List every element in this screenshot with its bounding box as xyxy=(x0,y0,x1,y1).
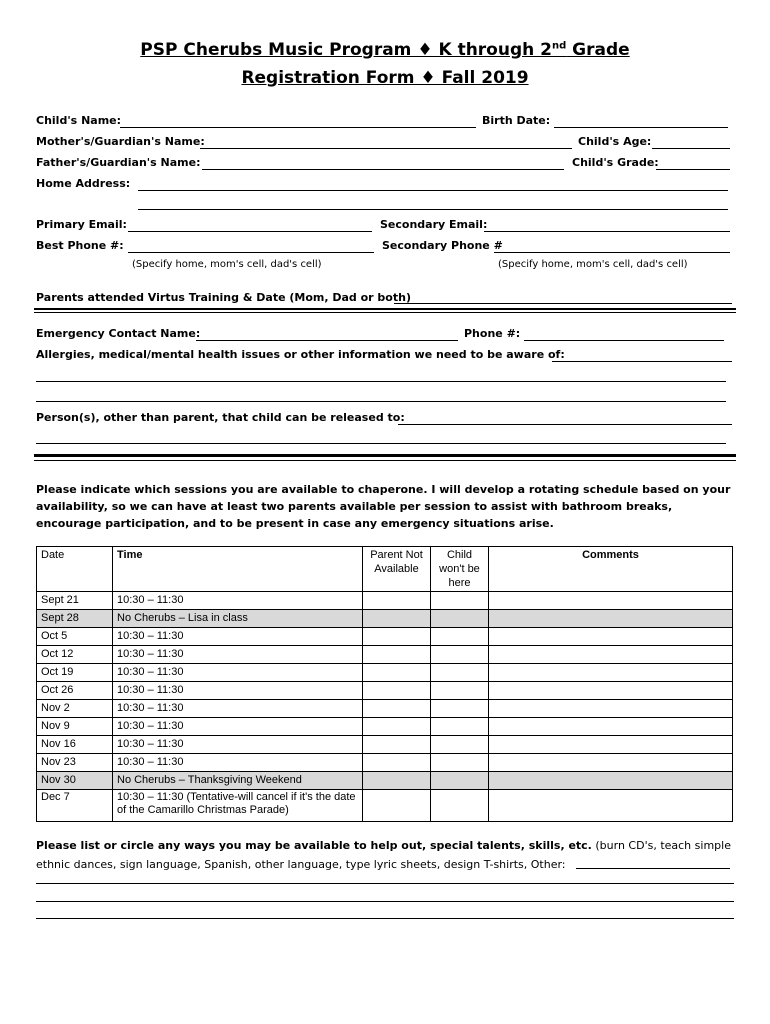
parent-not-available-cell[interactable] xyxy=(363,664,431,682)
row-time: 10:30 – 11:30 xyxy=(113,754,363,772)
comments-cell[interactable] xyxy=(489,790,733,822)
parent-not-available-cell[interactable] xyxy=(363,592,431,610)
row-time: 10:30 – 11:30 xyxy=(113,628,363,646)
row-time: 10:30 – 11:30 xyxy=(113,646,363,664)
parent-not-available-cell[interactable] xyxy=(363,628,431,646)
row-time: No Cherubs – Lisa in class xyxy=(113,610,363,628)
table-row xyxy=(37,610,733,628)
secondary-email-label: Secondary Email: xyxy=(380,218,488,231)
row-date: Oct 12 xyxy=(37,646,113,664)
child-wont-be-here-cell[interactable] xyxy=(431,718,489,736)
section-divider-2 xyxy=(34,454,736,461)
childs-age-line[interactable] xyxy=(652,148,730,149)
allergies-line[interactable] xyxy=(552,361,732,362)
row-time: 10:30 – 11:30 xyxy=(113,664,363,682)
parent-not-available-cell[interactable] xyxy=(363,772,431,790)
table-row xyxy=(37,592,733,610)
comments-cell[interactable] xyxy=(489,700,733,718)
child-wont-be-here-cell[interactable] xyxy=(431,754,489,772)
chaperone-instructions: Please indicate which sessions you are available to chaperone. I will develop a rotating schedule based on your availability, so we can have at least two parents available per session to assist with bathroom breaks, encourage participation, and to be present in case any emergency situations arise. xyxy=(36,483,731,530)
parent-not-available-cell[interactable] xyxy=(363,718,431,736)
child-wont-be-here-cell[interactable] xyxy=(431,772,489,790)
release-persons-line[interactable] xyxy=(398,424,732,425)
table-header-row xyxy=(37,547,733,592)
table-row xyxy=(37,736,733,754)
row-date: Nov 23 xyxy=(37,754,113,772)
childs-age-label: Child's Age: xyxy=(578,135,652,148)
table-row xyxy=(37,664,733,682)
row-date: Nov 2 xyxy=(37,700,113,718)
childs-grade-line[interactable] xyxy=(656,169,730,170)
secondary-phone-line[interactable] xyxy=(494,252,730,253)
table-row xyxy=(37,682,733,700)
row-time: 10:30 – 11:30 xyxy=(113,682,363,700)
row-time: 10:30 – 11:30 (Tentative-will cancel if it's the date of the Camarillo Christmas Parade) xyxy=(113,790,363,822)
comments-cell[interactable] xyxy=(489,610,733,628)
child-wont-be-here-cell[interactable] xyxy=(431,592,489,610)
help-line-1[interactable] xyxy=(36,883,734,884)
row-time: 10:30 – 11:30 xyxy=(113,592,363,610)
best-phone-label: Best Phone #: xyxy=(36,239,124,252)
comments-cell[interactable] xyxy=(489,754,733,772)
childs-grade-label: Child's Grade: xyxy=(572,156,659,169)
table-row xyxy=(37,772,733,790)
parent-not-available-cell[interactable] xyxy=(363,736,431,754)
header-time: Time xyxy=(113,547,363,592)
child-wont-be-here-cell[interactable] xyxy=(431,790,489,822)
birth-date-label: Birth Date: xyxy=(482,114,551,127)
father-name-line[interactable] xyxy=(202,169,564,170)
form-title-line2: Registration Form ♦ Fall 2019 xyxy=(241,68,529,88)
comments-cell[interactable] xyxy=(489,736,733,754)
header-child-wont-be-here: Child won't be here xyxy=(431,547,489,592)
home-address-label: Home Address: xyxy=(36,177,131,190)
comments-cell[interactable] xyxy=(489,592,733,610)
mother-name-line[interactable] xyxy=(200,148,572,149)
table-row xyxy=(37,700,733,718)
primary-email-label: Primary Email: xyxy=(36,218,127,231)
table-row xyxy=(37,718,733,736)
child-wont-be-here-cell[interactable] xyxy=(431,700,489,718)
comments-cell[interactable] xyxy=(489,772,733,790)
emergency-contact-line[interactable] xyxy=(196,340,458,341)
child-wont-be-here-cell[interactable] xyxy=(431,682,489,700)
primary-email-line[interactable] xyxy=(128,231,372,232)
child-wont-be-here-cell[interactable] xyxy=(431,610,489,628)
form-title-line1: PSP Cherubs Music Program ♦ K through 2nd Grade xyxy=(140,40,630,60)
allergies-line-2[interactable] xyxy=(36,381,726,382)
allergies-label: Allergies, medical/mental health issues or other information we need to be aware of: xyxy=(36,348,565,361)
child-wont-be-here-cell[interactable] xyxy=(431,628,489,646)
row-time: 10:30 – 11:30 xyxy=(113,700,363,718)
table-row xyxy=(37,790,733,822)
row-date: Nov 9 xyxy=(37,718,113,736)
row-date: Nov 30 xyxy=(37,772,113,790)
row-date: Oct 5 xyxy=(37,628,113,646)
row-date: Dec 7 xyxy=(37,790,113,822)
parent-not-available-cell[interactable] xyxy=(363,754,431,772)
comments-cell[interactable] xyxy=(489,628,733,646)
chaperone-schedule-table xyxy=(36,546,733,822)
emergency-phone-line[interactable] xyxy=(524,340,724,341)
row-date: Nov 16 xyxy=(37,736,113,754)
comments-cell[interactable] xyxy=(489,718,733,736)
table-row xyxy=(37,628,733,646)
release-persons-line-2[interactable] xyxy=(36,443,726,444)
allergies-line-3[interactable] xyxy=(36,401,726,402)
home-address-line[interactable] xyxy=(138,190,728,191)
header-comments: Comments xyxy=(489,547,733,592)
mother-name-label: Mother's/Guardian's Name: xyxy=(36,135,205,148)
row-date: Sept 21 xyxy=(37,592,113,610)
header-parent-not-available: Parent Not Available xyxy=(363,547,431,592)
child-wont-be-here-cell[interactable] xyxy=(431,646,489,664)
child-wont-be-here-cell[interactable] xyxy=(431,736,489,754)
secondary-email-line[interactable] xyxy=(484,231,730,232)
help-line-3[interactable] xyxy=(36,918,734,919)
row-date: Oct 19 xyxy=(37,664,113,682)
parent-not-available-cell[interactable] xyxy=(363,610,431,628)
emergency-phone-label: Phone #: xyxy=(464,327,521,340)
help-other-line[interactable] xyxy=(576,868,730,869)
header-date: Date xyxy=(37,547,113,592)
secondary-phone-hint: (Specify home, mom's cell, dad's cell) xyxy=(498,259,688,270)
best-phone-line[interactable] xyxy=(128,252,374,253)
row-time: 10:30 – 11:30 xyxy=(113,736,363,754)
comments-cell[interactable] xyxy=(489,646,733,664)
parent-not-available-cell[interactable] xyxy=(363,790,431,822)
table-row xyxy=(37,754,733,772)
release-persons-label: Person(s), other than parent, that child can be released to: xyxy=(36,411,405,424)
table-row xyxy=(37,646,733,664)
section-divider-1 xyxy=(34,308,736,313)
secondary-phone-label: Secondary Phone # xyxy=(382,239,503,252)
child-wont-be-here-cell[interactable] xyxy=(431,664,489,682)
row-time: No Cherubs – Thanksgiving Weekend xyxy=(113,772,363,790)
row-date: Sept 28 xyxy=(37,610,113,628)
row-date: Oct 26 xyxy=(37,682,113,700)
comments-cell[interactable] xyxy=(489,664,733,682)
help-instructions-examples: (burn CD's, teach simple ethnic dances, sign language, Spanish, other language, type lyric sheets, design T-shirts, Other: xyxy=(36,839,731,871)
parent-not-available-cell[interactable] xyxy=(363,646,431,664)
help-instructions-bold: Please list or circle any ways you may be available to help out, special talents, skills, etc. xyxy=(36,839,592,852)
emergency-contact-label: Emergency Contact Name: xyxy=(36,327,201,340)
virtus-training-label: Parents attended Virtus Training & Date (Mom, Dad or both) xyxy=(36,291,411,304)
virtus-training-line[interactable] xyxy=(394,303,732,304)
help-line-2[interactable] xyxy=(36,901,734,902)
parent-not-available-cell[interactable] xyxy=(363,700,431,718)
childs-name-label: Child's Name: xyxy=(36,114,122,127)
parent-not-available-cell[interactable] xyxy=(363,682,431,700)
home-address-line-2[interactable] xyxy=(138,209,728,210)
row-time: 10:30 – 11:30 xyxy=(113,718,363,736)
best-phone-hint: (Specify home, mom's cell, dad's cell) xyxy=(132,259,322,270)
childs-name-line[interactable] xyxy=(120,127,476,128)
father-name-label: Father's/Guardian's Name: xyxy=(36,156,201,169)
birth-date-line[interactable] xyxy=(554,127,728,128)
comments-cell[interactable] xyxy=(489,682,733,700)
